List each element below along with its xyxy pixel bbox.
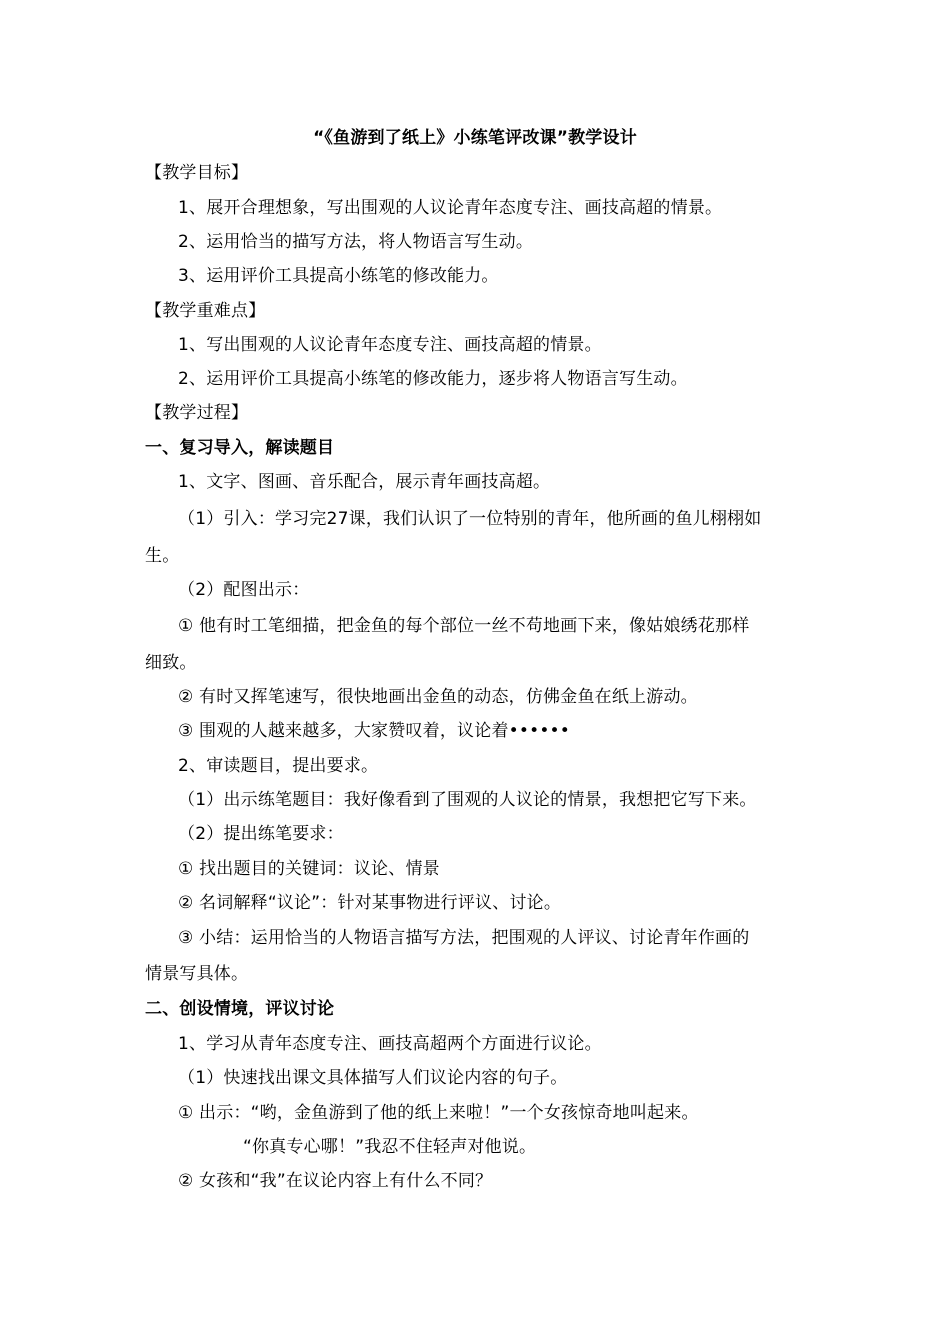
paragraph: 2、审读题目，提出要求。 — [178, 756, 379, 776]
paragraph: （2）配图出示： — [178, 580, 310, 600]
paragraph: ③ 小结：运用恰当的人物语言描写方法，把围观的人评议、讨论青年作画的 — [178, 928, 750, 948]
paragraph: 1、文字、图画、音乐配合，展示青年画技高超。 — [178, 472, 551, 492]
paragraph: 2、运用恰当的描写方法，将人物语言写生动。 — [178, 232, 534, 252]
paragraph: （2）提出练笔要求： — [178, 824, 344, 844]
part-heading: 一、复习导入，解读题目 — [145, 438, 335, 458]
paragraph: 生。 — [145, 546, 180, 566]
paragraph: ② 女孩和“我”在议论内容上有什么不同？ — [178, 1171, 493, 1191]
paragraph: ① 他有时工笔细描，把金鱼的每个部位一丝不苟地画下来，像姑娘绣花那样 — [178, 616, 750, 636]
paragraph: 1、写出围观的人议论青年态度专注、画技高超的情景。 — [178, 335, 602, 355]
part-heading: 二、创设情境，评议讨论 — [145, 999, 335, 1019]
section-heading: 【教学目标】 — [145, 163, 249, 183]
paragraph: 1、展开合理想象，写出围观的人议论青年态度专注、画技高超的情景。 — [178, 198, 723, 218]
paragraph: 1、学习从青年态度专注、画技高超两个方面进行议论。 — [178, 1034, 602, 1054]
paragraph: 2、运用评价工具提高小练笔的修改能力，逐步将人物语言写生动。 — [178, 369, 688, 389]
paragraph: 情景写具体。 — [145, 964, 249, 984]
paragraph: 细致。 — [145, 653, 197, 673]
document-title: “《鱼游到了纸上》小练笔评改课”教学设计 — [313, 128, 637, 148]
paragraph: ① 出示：“哟，金鱼游到了他的纸上来啦！”一个女孩惊奇地叫起来。 — [178, 1103, 699, 1123]
paragraph: ③ 围观的人越来越多，大家赞叹着，议论着•••••• — [178, 721, 571, 741]
section-heading: 【教学过程】 — [145, 403, 249, 423]
paragraph: （1）出示练笔题目：我好像看到了围观的人议论的情景，我想把它写下来。 — [178, 790, 757, 810]
paragraph: 3、运用评价工具提高小练笔的修改能力。 — [178, 266, 499, 286]
paragraph: ② 名词解释“议论”：针对某事物进行评议、讨论。 — [178, 893, 562, 913]
paragraph: （1）快速找出课文具体描写人们议论内容的句子。 — [178, 1068, 568, 1088]
section-heading: 【教学重难点】 — [145, 301, 266, 321]
paragraph: ① 找出题目的关键词：议论、情景 — [178, 859, 440, 879]
paragraph: ② 有时又挥笔速写，很快地画出金鱼的动态，仿佛金鱼在纸上游动。 — [178, 687, 698, 707]
paragraph: “你真专心哪！”我忍不住轻声对他说。 — [243, 1137, 537, 1157]
paragraph: （1）引入：学习完27课，我们认识了一位特别的青年，他所画的鱼儿栩栩如 — [178, 509, 762, 529]
